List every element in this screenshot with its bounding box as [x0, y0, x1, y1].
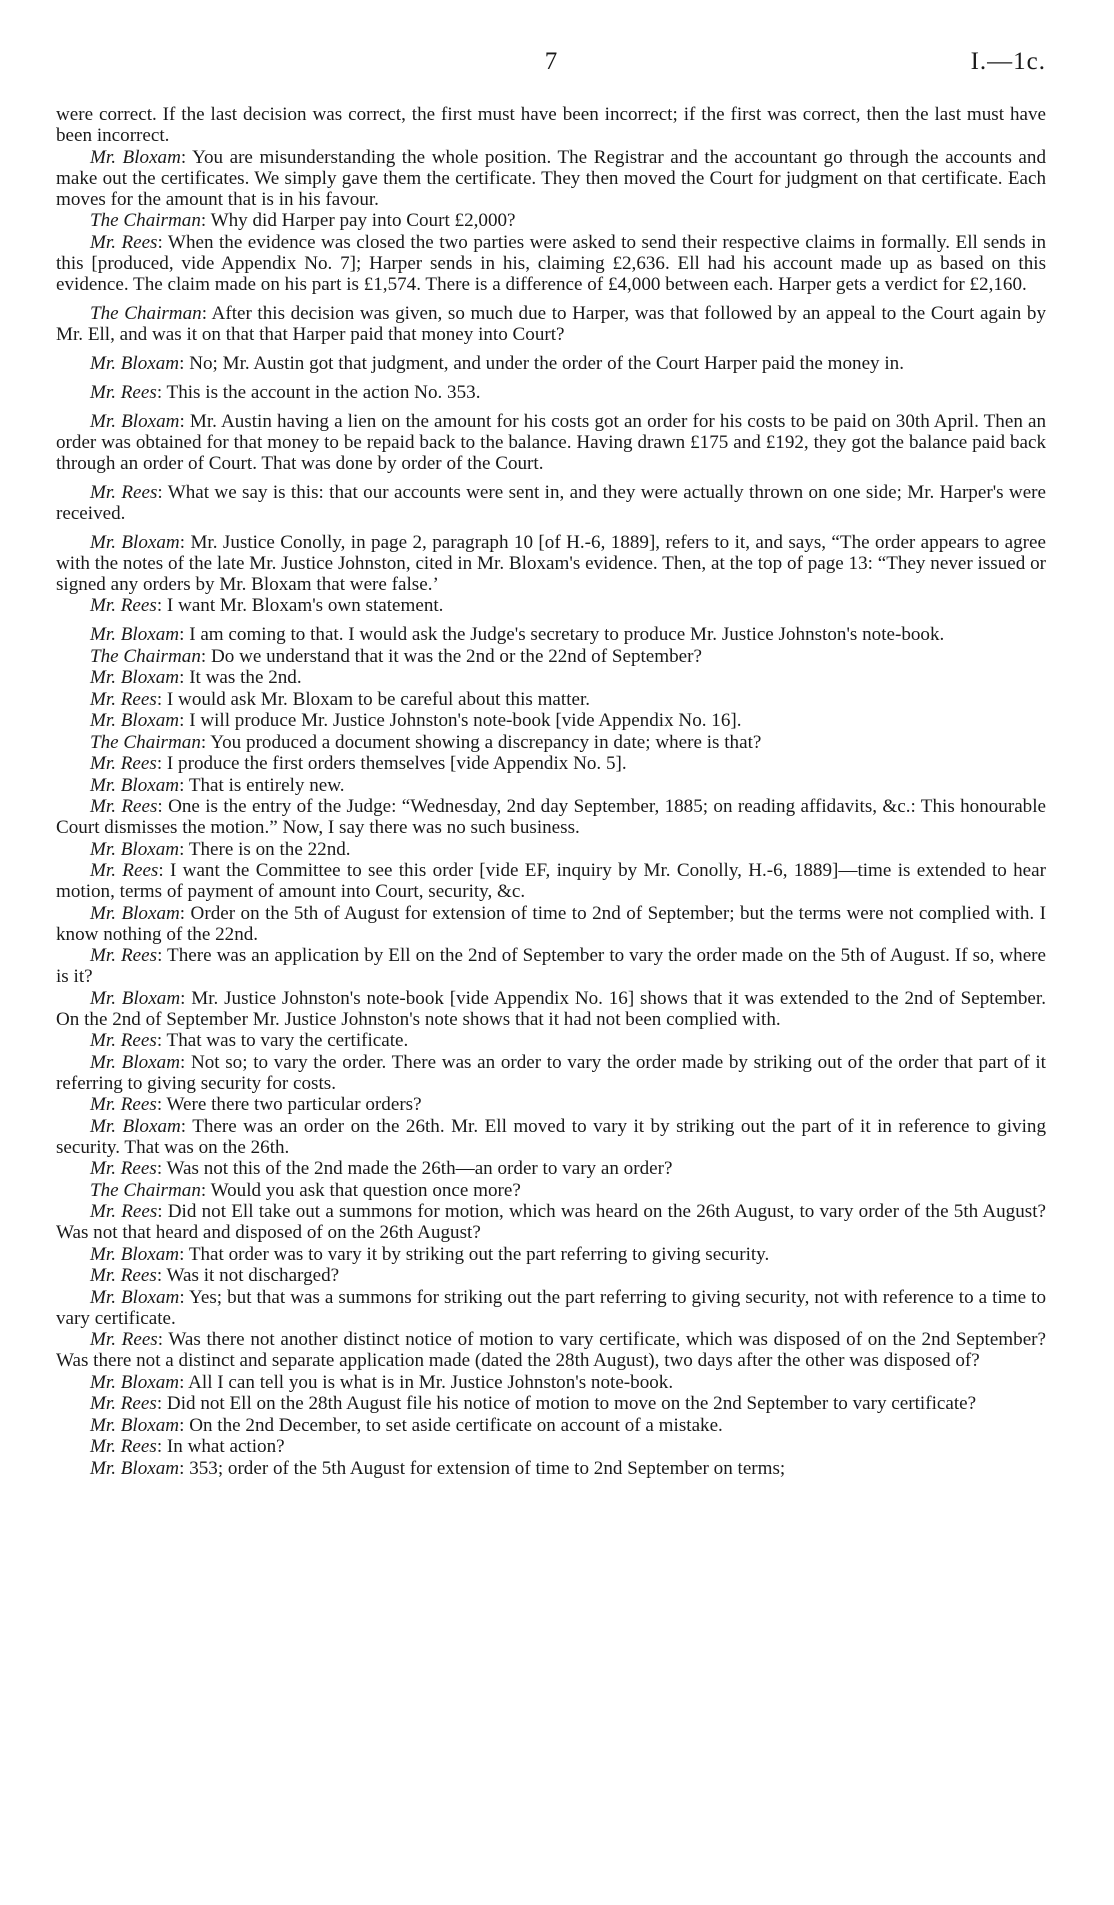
speech-text: There is on the 22nd. [188, 838, 351, 860]
speaker-name: Mr. Bloxam [90, 624, 180, 645]
speaker-name: Mr. Rees [90, 1158, 157, 1179]
speaker-name: Mr. Bloxam [90, 146, 181, 168]
testimony-paragraph: Mr. Rees: One is the entry of the Judge: “Wednesday, 2nd day September, 1885; on reading affidavits, &c.: This honourable Court dismisses the motion.” Now, I say there was no such business. [56, 796, 1046, 838]
speaker-name: The Chairman [90, 645, 201, 667]
speech-text: On the 2nd December, to set aside certificate on account of a mistake. [189, 1414, 723, 1436]
speech-text: 353; order of the 5th August for extension of time to 2nd September on terms; [189, 1457, 786, 1479]
testimony-paragraph: Mr. Bloxam: 353; order of the 5th August for extension of time to 2nd September on terms; [90, 1457, 786, 1479]
testimony-paragraph: The Chairman: You produced a document showing a discrepancy in date; where is that? [90, 731, 762, 753]
speech-text: Mr. Austin having a lien on the amount for his costs got an order for his costs to be paid on 30th April. Then an order was obtained for that money to be repaid back to the balance. Having drawn £175 and £192, they got the balance paid back through an order of Court. That was done by order of the Court. [56, 410, 1046, 474]
speech-text: In what action? [166, 1436, 285, 1457]
speech-text: You produced a document showing a discrepancy in date; where is that? [210, 731, 762, 753]
speech-text: That was to vary the certificate. [166, 1030, 409, 1051]
testimony-paragraph: Mr. Rees: I want Mr. Bloxam's own statement. [90, 595, 444, 616]
speech-text: There was an order on the 26th. Mr. Ell moved to vary it by striking out the part of it in reference to giving security. That was on the 26th. [56, 1115, 1046, 1158]
speech-text: That is entirely new. [188, 774, 345, 796]
speech-text: What we say is this: that our accounts were sent in, and they were actually thrown on one side; Mr. Harper's were received. [56, 481, 1047, 524]
speech-text: Order on the 5th of August for extension of time to 2nd of September; but the terms were not complied with. I know nothing of the 22nd. [56, 902, 1046, 945]
speaker-name: Mr. Rees [90, 381, 157, 403]
speaker-name: Mr. Bloxam [90, 1371, 180, 1393]
speaker-name: Mr. Bloxam [90, 1286, 180, 1308]
testimony-paragraph: Mr. Bloxam: Order on the 5th of August for extension of time to 2nd of September; but the terms were not complied with. I know nothing of the 22nd. [56, 902, 1046, 945]
page-reference: I.—1c. [970, 48, 1046, 75]
speaker-name: The Chairman [90, 731, 201, 753]
testimony-paragraph: Mr. Rees: What we say is this: that our accounts were sent in, and they were actually thrown on one side; Mr. Harper's were received. [56, 481, 1047, 524]
testimony-paragraph: Mr. Rees: Did not Ell take out a summons for motion, which was heard on the 26th August, to vary order of the 5th August? Was not that heard and disposed of on the 26th August? [56, 1201, 1046, 1243]
speech-text: This is the account in the action No. 353. [166, 381, 481, 403]
speech-text: were correct. If the last decision was correct, the first must have been incorrect; if the first was correct, then the last must have been incorrect. [56, 104, 1046, 146]
testimony-paragraph [56, 104, 1046, 146]
testimony-paragraph: Mr. Rees: Did not Ell on the 28th August file his notice of motion to move on the 2nd September to vary certificate? [90, 1393, 977, 1414]
speaker-name: The Chairman [90, 1179, 201, 1201]
speaker-name: Mr. Rees [90, 231, 158, 253]
speaker-name: Mr. Rees [90, 796, 158, 817]
speech-text: Was it not discharged? [166, 1265, 340, 1286]
speaker-name: Mr. Bloxam [90, 531, 180, 553]
speech-text: Would you ask that question once more? [210, 1179, 521, 1201]
speaker-name: Mr. Bloxam [90, 1414, 180, 1436]
testimony-paragraph: Mr. Rees: That was to vary the certificate. [90, 1030, 409, 1051]
speaker-name: Mr. Rees [90, 1201, 158, 1222]
speaker-name: Mr. Rees [90, 1393, 157, 1414]
speaker-name: Mr. Bloxam [90, 1051, 180, 1073]
testimony-paragraph: Mr. Bloxam: There is on the 22nd. [90, 838, 351, 860]
speaker-name: Mr. Rees [90, 1436, 157, 1457]
testimony-paragraph: Mr. Rees: Was there not another distinct notice of motion to vary certificate, which was disposed of on the 2nd September? Was there not a distinct and separate application made (dated the 28th August), two days after the other was disposed of? [56, 1329, 1047, 1371]
speech-text: It was the 2nd. [189, 667, 302, 688]
testimony-paragraph: Mr. Rees: I produce the first orders themselves [vide Appendix No. 5]. [90, 753, 627, 774]
speech-text: All I can tell you is what is in Mr. Justice Johnston's note-book. [188, 1371, 674, 1393]
speaker-name: Mr. Bloxam [90, 1457, 180, 1479]
speaker-name: Mr. Bloxam [90, 1243, 180, 1265]
page-number: 7 [544, 48, 558, 75]
speech-text: No; Mr. Austin got that judgment, and under the order of the Court Harper paid the money in. [189, 352, 904, 374]
speaker-name: Mr. Bloxam [90, 902, 180, 924]
speech-text: Yes; but that was a summons for striking out the part referring to giving security, not with reference to a time to vary certificate. [56, 1286, 1047, 1329]
testimony-paragraph: Mr. Bloxam: That order was to vary it by striking out the part referring to giving security. [90, 1243, 770, 1265]
testimony-paragraph: Mr. Bloxam: Mr. Austin having a lien on the amount for his costs got an order for his costs to be paid on 30th April. Then an order was obtained for that money to be repaid back to the balance. Having drawn £175 and £192, they got the balance paid back through an order of Court. That was done by order of the Court. [56, 410, 1046, 474]
testimony-paragraph: Mr. Rees: This is the account in the action No. 353. [90, 381, 481, 403]
speaker-name: Mr. Bloxam [90, 987, 181, 1009]
speech-text: Did not Ell on the 28th August file his notice of motion to move on the 2nd September to vary certificate? [166, 1393, 977, 1414]
speaker-name: Mr. Bloxam [90, 410, 180, 432]
testimony-paragraph: The Chairman: Do we understand that it was the 2nd or the 22nd of September? [90, 645, 702, 667]
speaker-name: Mr. Rees [90, 860, 159, 881]
speech-text: Mr. Justice Conolly, in page 2, paragraph 10 [of H.-6, 1889], refers to it, and says, “The order appears to agree with the notes of the late Mr. Justice Johnston, cited in Mr. Bloxam's evidence. Then, at the top of page 13: “They never issued or signed any orders by Mr. Bloxam that were false.’ [56, 531, 1046, 595]
speech-text: Were there two particular orders? [166, 1094, 422, 1115]
speech-text: I produce the first orders themselves [vide Appendix No. 5]. [166, 753, 627, 774]
testimony-paragraph: Mr. Bloxam: No; Mr. Austin got that judgment, and under the order of the Court Harper paid the money in. [90, 352, 904, 374]
speaker-name: Mr. Rees [90, 753, 157, 774]
testimony-paragraph: Mr. Rees: Was not this of the 2nd made the 26th—an order to vary an order? [90, 1158, 673, 1179]
speech-text: Was there not another distinct notice of motion to vary certificate, which was disposed of on the 2nd September? Was there not a distinct and separate application made (dated the 28th August), two days after the other was disposed of? [56, 1329, 1047, 1371]
testimony-paragraph: Mr. Rees: Were there two particular orders? [90, 1094, 422, 1115]
testimony-paragraph: Mr. Bloxam: On the 2nd December, to set aside certificate on account of a mistake. [90, 1414, 723, 1436]
speech-text: There was an application by Ell on the 2nd of September to vary the order made on the 5th of August. If so, where is it? [56, 945, 1047, 987]
testimony-paragraph: Mr. Bloxam: All I can tell you is what is in Mr. Justice Johnston's note-book. [90, 1371, 674, 1393]
speech-text: One is the entry of the Judge: “Wednesday, 2nd day September, 1885; on reading affidavits, &c.: This honourable Court dismisses the motion.” Now, I say there was no such business. [56, 796, 1046, 838]
speaker-name: The Chairman [90, 210, 201, 231]
speaker-name: Mr. Rees [90, 481, 158, 503]
speech-text: I am coming to that. I would ask the Judge's secretary to produce Mr. Justice Johnston's note-book. [189, 624, 945, 645]
document-body [56, 104, 1046, 1479]
speaker-name: The Chairman [90, 302, 202, 324]
testimony-paragraph: Mr. Rees: In what action? [90, 1436, 285, 1457]
speech-text: Mr. Justice Johnston's note-book [vide Appendix No. 16] shows that it was extended to the 2nd of September. On the 2nd of September Mr. Justice Johnston's note shows that it had not been complied with. [56, 987, 1046, 1030]
speaker-name: Mr. Rees [90, 688, 157, 710]
testimony-paragraph: Mr. Rees: Was it not discharged? [90, 1265, 340, 1286]
testimony-paragraph: Mr. Bloxam: I am coming to that. I would ask the Judge's secretary to produce Mr. Justice Johnston's note-book. [90, 624, 945, 645]
speaker-name: Mr. Rees [90, 945, 158, 966]
speech-text: I would ask Mr. Bloxam to be careful about this matter. [166, 688, 591, 710]
speech-text: I will produce Mr. Justice Johnston's note-book [vide Appendix No. 16]. [189, 710, 742, 731]
testimony-paragraph: Mr. Bloxam: It was the 2nd. [90, 667, 302, 688]
speech-text: Not so; to vary the order. There was an order to vary the order made by striking out of the order that part of it referring to giving security for costs. [56, 1051, 1046, 1094]
speech-text: Did not Ell take out a summons for motion, which was heard on the 26th August, to vary order of the 5th August? Was not that heard and disposed of on the 26th August? [56, 1201, 1046, 1243]
speech-text: That order was to vary it by striking out the part referring to giving security. [188, 1243, 770, 1265]
testimony-paragraph: The Chairman: Would you ask that question once more? [90, 1179, 521, 1201]
speaker-name: Mr. Bloxam [90, 352, 180, 374]
testimony-paragraph: Mr. Bloxam: Not so; to vary the order. There was an order to vary the order made by striking out of the order that part of it referring to giving security for costs. [56, 1051, 1046, 1094]
speech-text: I want Mr. Bloxam's own statement. [166, 595, 444, 616]
speaker-name: Mr. Rees [90, 1329, 158, 1350]
speech-text: I want the Committee to see this order [vide EF, inquiry by Mr. Conolly, H.-6, 1889]—time is extended to hear motion, terms of payment of amount into Court, security, &c. [56, 860, 1046, 902]
speech-text: Why did Harper pay into Court £2,000? [210, 210, 516, 231]
testimony-paragraph: The Chairman: After this decision was given, so much due to Harper, was that followed by an appeal to the Court again by Mr. Ell, and was it on that that Harper paid that money into Court? [56, 302, 1046, 345]
speaker-name: Mr. Rees [90, 1265, 157, 1286]
testimony-paragraph: Mr. Rees: I want the Committee to see this order [vide EF, inquiry by Mr. Conolly, H.-6, 1889]—time is extended to hear motion, terms of payment of amount into Court, security, &c. [56, 860, 1046, 902]
testimony-paragraph: Mr. Bloxam: Mr. Justice Conolly, in page 2, paragraph 10 [of H.-6, 1889], refers to it, and says, “The order appears to agree with the notes of the late Mr. Justice Johnston, cited in Mr. Bloxam's evidence. Then, at the top of page 13: “They never issued or signed any orders by Mr. Bloxam that were false.’ [56, 531, 1046, 595]
speaker-name: Mr. Bloxam [90, 774, 180, 796]
speaker-name: Mr. Rees [90, 1094, 157, 1115]
speech-text: When the evidence was closed the two parties were asked to send their respective claims in formally. Ell sends in this [produced, vide Appendix No. 7]; Harper sends in his, claiming £2,636. Ell had his account made up as based on this evidence. The claim made on his part is £1,574. There is a difference of £4,000 between each. Harper gets a verdict for £2,160. [56, 231, 1047, 295]
speaker-name: Mr. Bloxam [90, 1115, 181, 1137]
speaker-name: Mr. Bloxam [90, 838, 180, 860]
testimony-paragraph: Mr. Bloxam: Yes; but that was a summons for striking out the part referring to giving security, not with reference to a time to vary certificate. [56, 1286, 1047, 1329]
speaker-name: Mr. Rees [90, 595, 157, 616]
testimony-paragraph: The Chairman: Why did Harper pay into Court £2,000? [90, 210, 516, 231]
testimony-paragraph: Mr. Rees: When the evidence was closed the two parties were asked to send their respective claims in formally. Ell sends in this [produced, vide Appendix No. 7]; Harper sends in his, claiming £2,636. Ell had his account made up as based on this evidence. The claim made on his part is £1,574. There is a difference of £4,000 between each. Harper gets a verdict for £2,160. [56, 231, 1047, 295]
testimony-paragraph: Mr. Bloxam: You are misunderstanding the whole position. The Registrar and the accountant go through the accounts and make out the certificates. We simply gave them the certificate. They then moved the Court for judgment on that certificate. Each moves for the amount that is in his favour. [56, 146, 1047, 210]
testimony-paragraph: Mr. Bloxam: There was an order on the 26th. Mr. Ell moved to vary it by striking out the part of it in reference to giving security. That was on the 26th. [56, 1115, 1046, 1158]
testimony-paragraph: Mr. Bloxam: That is entirely new. [90, 774, 345, 796]
page-header [56, 48, 1046, 82]
speech-text: Was not this of the 2nd made the 26th—an order to vary an order? [166, 1158, 673, 1179]
testimony-paragraph: Mr. Rees: I would ask Mr. Bloxam to be careful about this matter. [90, 688, 591, 710]
speaker-name: Mr. Bloxam [90, 667, 180, 688]
speech-text: After this decision was given, so much due to Harper, was that followed by an appeal to the Court again by Mr. Ell, and was it on that that Harper paid that money into Court? [56, 302, 1046, 345]
speech-text: Do we understand that it was the 2nd or the 22nd of September? [210, 645, 702, 667]
testimony-paragraph: Mr. Bloxam: Mr. Justice Johnston's note-book [vide Appendix No. 16] shows that it was extended to the 2nd of September. On the 2nd of September Mr. Justice Johnston's note shows that it had not been complied with. [56, 987, 1046, 1030]
speaker-name: Mr. Bloxam [90, 710, 180, 731]
speech-text: You are misunderstanding the whole position. The Registrar and the accountant go through the accounts and make out the certificates. We simply gave them the certificate. They then moved the Court for judgment on that certificate. Each moves for the amount that is in his favour. [56, 146, 1047, 210]
speaker-name: Mr. Rees [90, 1030, 157, 1051]
testimony-paragraph: Mr. Rees: There was an application by Ell on the 2nd of September to vary the order made on the 5th of August. If so, where is it? [56, 945, 1047, 987]
testimony-paragraph: Mr. Bloxam: I will produce Mr. Justice Johnston's note-book [vide Appendix No. 16]. [90, 710, 742, 731]
